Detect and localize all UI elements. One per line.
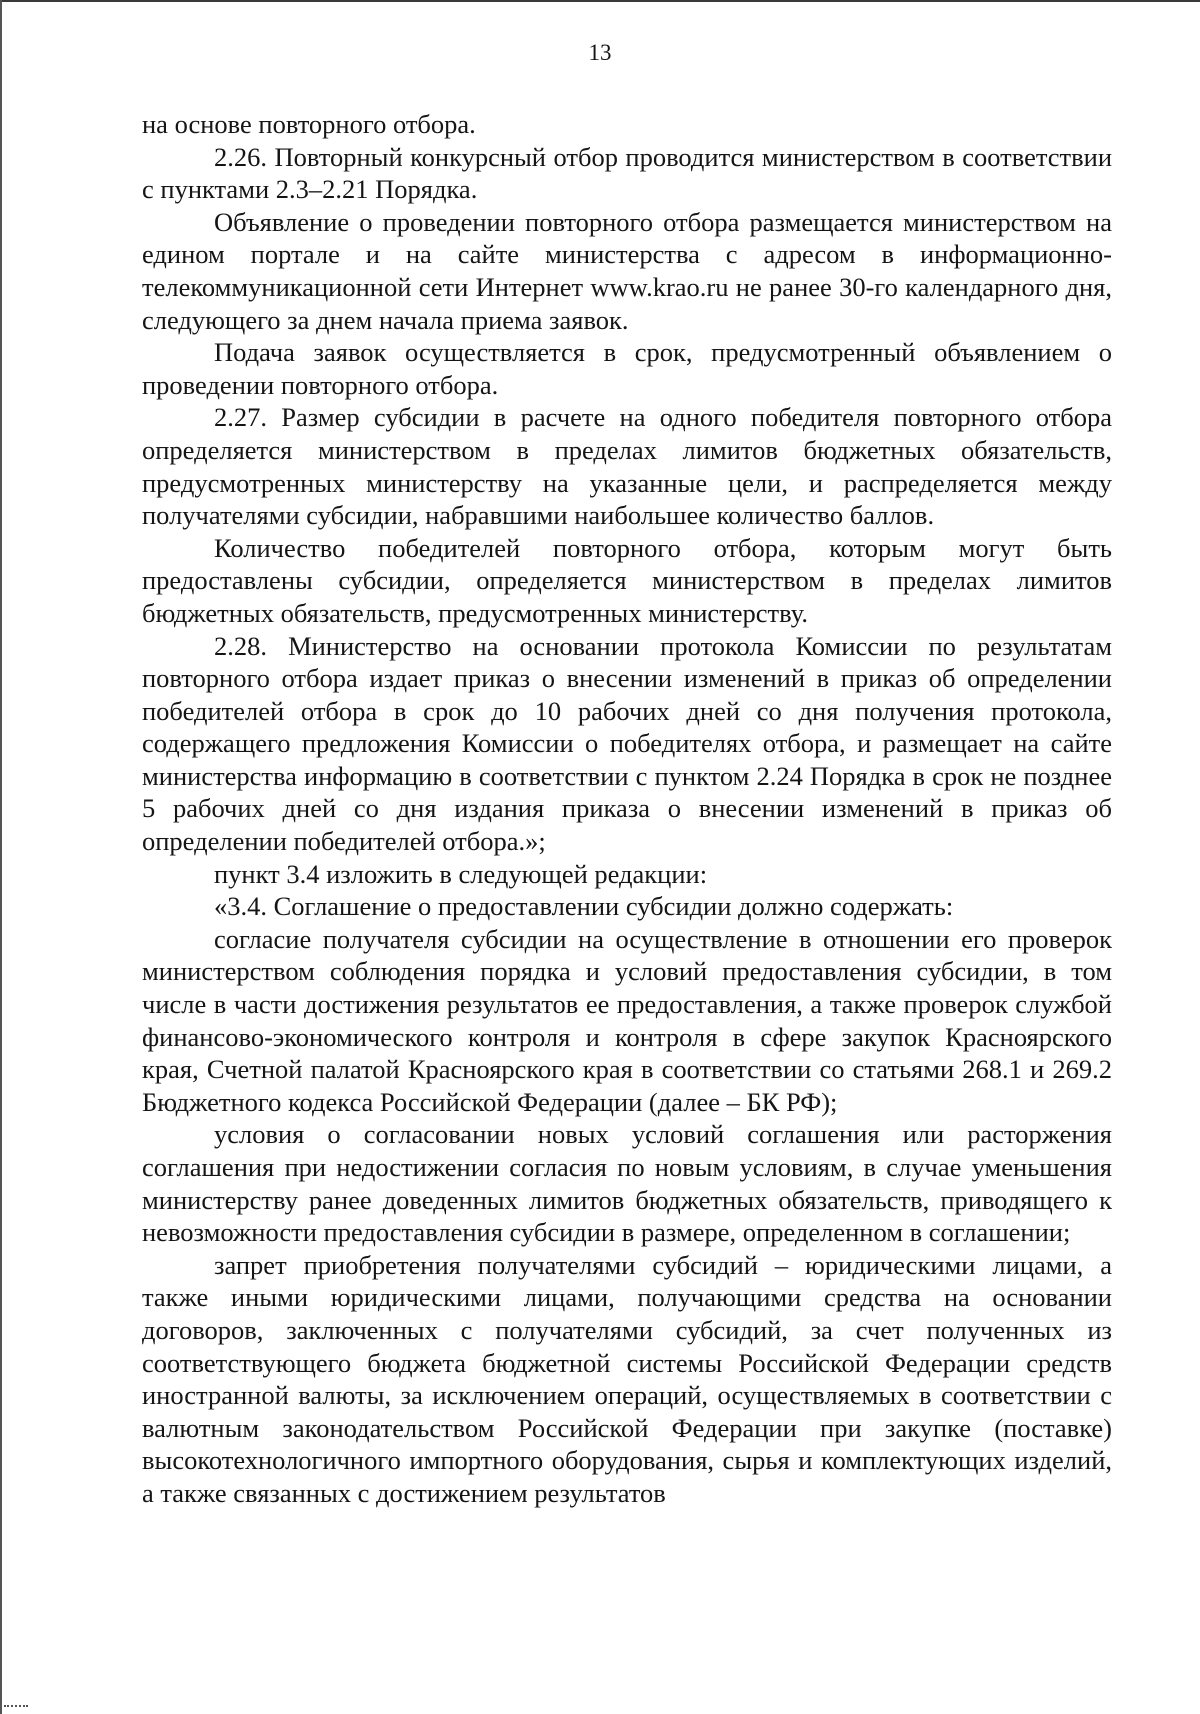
- page-number: 13: [588, 40, 612, 65]
- paragraph-2-28: 2.28. Министерство на основании протокола Комиссии по результатам повторного отбора издает приказ о внесении изменений в приказ об определении победителей отбора в срок до 10 рабочих дней со дня получения протокола, содержащего предложения Комиссии о победителях отбора, и размещает на сайте министерства информацию в соответствии с пунктом 2.24 Порядка в срок не позднее 5 рабочих дней со дня издания приказа о внесении изменений в приказ об определении победителей отбора.»;: [142, 630, 1112, 857]
- paragraph-consent: согласие получателя субсидии на осуществление в отношении его проверок министерством соблюдения порядка и условий предоставления субсидии, в том числе в части достижения результатов ее предоставления, а также проверок службой финансово-экономического контроля и контроля в сфере закупок Красноярского края, Счетной палатой Красноярского края в соответствии со статьями 268.1 и 269.2 Бюджетного кодекса Российской Федерации (далее – БК РФ);: [142, 923, 1112, 1117]
- paragraph-announcement: Объявление о проведении повторного отбора размещается министерством на едином портале и на сайте министерства с адресом в информационно-телекоммуникационной сети Интернет www.krao.ru не ранее 30-го календарного дня, следующего за днем начала приема заявок.: [142, 206, 1112, 335]
- scan-edge-top: [0, 0, 1200, 2]
- scan-edge-left: [0, 0, 2, 1714]
- paragraph-amendment-instruction: пункт 3.4 изложить в следующей редакции:: [214, 858, 708, 889]
- paragraph-currency-ban: запрет приобретения получателями субсидий – юридическими лицами, а также иными юридическими лицами, получающими средства на основании договоров, заключенных с получателями субсидий, за счет полученных из соответствующего бюджета бюджетной системы Российской Федерации средств иностранной валюты, за исключением операций, осуществляемых в соответствии с валютным законодательством Российской Федерации при закупке (поставке) высокотехнологичного импортного оборудования, сырья и комплектующих изделий, а также связанных с достижением результатов: [142, 1249, 1112, 1508]
- paragraph-3-4: «3.4. Соглашение о предоставлении субсидии должно содержать:: [214, 891, 954, 922]
- paragraph-submission: Подача заявок осуществляется в срок, предусмотренный объявлением о проведении повторного отбора.: [142, 337, 1112, 400]
- paragraph-continuation: на основе повторного отбора.: [142, 109, 476, 139]
- scan-corner-mark: [4, 1705, 28, 1710]
- paragraph-winners-count: Количество победителей повторного отбора, которым могут быть предоставлены субсидии, определяется министерством в пределах лимитов бюджетных обязательств, предусмотренных министерству.: [142, 532, 1112, 628]
- paragraph-conditions: условия о согласовании новых условий соглашения или расторжения соглашения при недостижении согласия по новым условиям, в случае уменьшения министерству ранее доведенных лимитов бюджетных обязательств, приводящего к невозможности предоставления субсидии в размере, определенном в соглашении;: [142, 1119, 1112, 1248]
- paragraph-2-27: 2.27. Размер субсидии в расчете на одного победителя повторного отбора определяется министерством в пределах лимитов бюджетных обязательств, предусмотренных министерству на указанные цели, и распределяется между получателями субсидии, набравшими наибольшее количество баллов.: [142, 402, 1112, 531]
- document-body: [142, 108, 1112, 1510]
- paragraph-2-26: 2.26. Повторный конкурсный отбор проводится министерством в соответствии с пунктами 2.3–2.21 Порядка.: [142, 141, 1112, 205]
